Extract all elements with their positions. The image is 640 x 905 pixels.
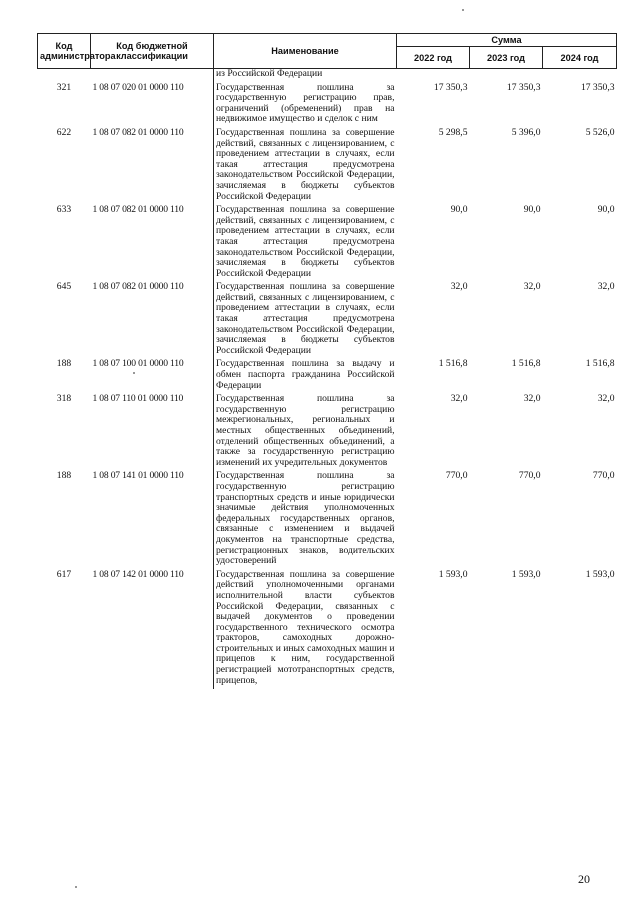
page-number: 20 [578, 872, 590, 886]
value-2024-cell: 1 593,0 [585, 568, 615, 580]
admin-code-cell: 318 [56, 393, 72, 405]
value-2022-cell: 1 516,8 [438, 358, 468, 370]
budget-code-cell: 1 08 07 082 01 0000 110 [92, 281, 184, 293]
name-cell: Государственная пошлина за совершение действий, связанных с лицензированием, с проведением аттестации в случаях, если такая аттестация предусмотрена законодательством Российской Федерации, зачисляемая в бюджеты субъектов Российской Федерации [214, 128, 397, 205]
value-2023-cell: 770,0 [518, 470, 541, 482]
value-2022-cell: 17 350,3 [433, 81, 468, 93]
admin-code-cell [38, 69, 91, 83]
value-2022-cell: 1 593,0 [438, 568, 468, 580]
value-2022-cell: 5 298,5 [438, 126, 468, 138]
name-cell: Государственная пошлина за государственную регистрацию межрегиональных, региональных и местных общественных объединений, отделений общественных объединений, а также за государственную регистрацию изменений их учредительных документов [214, 394, 397, 471]
value-2023-cell [470, 69, 543, 83]
admin-code-cell: 188 [56, 358, 72, 370]
table-row [38, 570, 617, 690]
scan-speck [462, 9, 464, 11]
table-row [38, 282, 617, 359]
header-year-2024: 2024 год [543, 47, 617, 69]
admin-code-cell: 617 [56, 568, 72, 580]
budget-code-cell: 1 08 07 142 01 0000 110 [92, 568, 184, 580]
header-name: Наименование [214, 34, 397, 69]
header-admin-code: Код администратора [38, 34, 91, 69]
header-budget-code: Код бюджетной классификации [91, 34, 214, 69]
value-2023-cell: 90,0 [523, 204, 541, 216]
budget-code-cell: 1 08 07 141 01 0000 110 [92, 470, 184, 482]
value-2024-cell: 32,0 [597, 281, 615, 293]
admin-code-cell: 622 [56, 126, 72, 138]
budget-table [37, 33, 617, 689]
value-2024-cell: 1 516,8 [585, 358, 615, 370]
admin-code-cell: 321 [56, 81, 72, 93]
header-sum: Сумма [397, 34, 617, 47]
value-2023-cell: 1 516,8 [511, 358, 541, 370]
value-2024-cell: 90,0 [597, 204, 615, 216]
scan-speck [75, 886, 77, 888]
value-2022-cell: 32,0 [450, 281, 468, 293]
name-cell: Государственная пошлина за государственную регистрацию прав, ограничений (обременений) прав на недвижимое имущество и сделок с ним [214, 83, 397, 128]
admin-code-cell: 633 [56, 204, 72, 216]
value-2023-cell: 1 593,0 [511, 568, 541, 580]
value-2023-cell: 17 350,3 [506, 81, 541, 93]
value-2024-cell: 770,0 [592, 470, 615, 482]
value-2024-cell: 5 526,0 [585, 126, 615, 138]
admin-code-cell: 188 [56, 470, 72, 482]
table-row [38, 69, 617, 83]
value-2023-cell: 5 396,0 [511, 126, 541, 138]
name-cell: Государственная пошлина за совершение действий уполномоченными органами исполнительной власти субъектов Российской Федерации, связанных с выдачей документов о проведении государственного технического осмотра тракторов, самоходных дорожно-строительных и иных самоходных машин и прицепов к ним, государственной регистрацией мототранспортных средств, прицепов, [214, 570, 397, 690]
value-2022-cell [397, 69, 470, 83]
table-row [38, 394, 617, 471]
header-year-2023: 2023 год [470, 47, 543, 69]
value-2023-cell: 32,0 [523, 281, 541, 293]
value-2023-cell: 32,0 [523, 393, 541, 405]
scan-speck [133, 372, 135, 374]
value-2022-cell: 770,0 [445, 470, 468, 482]
value-2024-cell: 32,0 [597, 393, 615, 405]
name-cell: из Российской Федерации [214, 69, 397, 83]
budget-code-cell: 1 08 07 100 01 0000 110 [92, 358, 184, 370]
value-2022-cell: 32,0 [450, 393, 468, 405]
value-2024-cell: 17 350,3 [580, 81, 615, 93]
table-row [38, 359, 617, 394]
budget-code-cell: 1 08 07 082 01 0000 110 [92, 126, 184, 138]
name-cell: Государственная пошлина за государственную регистрацию транспортных средств и иные юридически значимые действия уполномоченных федеральных государственных органов, связанные с изменением и выдачей документов на транспортные средства, регистрационных знаков, водительских удостоверений [214, 471, 397, 569]
budget-code-cell [91, 69, 214, 83]
table-row [38, 128, 617, 205]
name-cell: Государственная пошлина за выдачу и обмен паспорта гражданина Российской Федерации [214, 359, 397, 394]
value-2022-cell: 90,0 [450, 204, 468, 216]
budget-code-cell: 1 08 07 020 01 0000 110 [92, 81, 184, 93]
value-2024-cell [543, 69, 617, 83]
table-row [38, 205, 617, 282]
admin-code-cell: 645 [56, 281, 72, 293]
budget-code-cell: 1 08 07 110 01 0000 110 [92, 393, 184, 405]
name-cell: Государственная пошлина за совершение действий, связанных с лицензированием, с проведением аттестации в случаях, если такая аттестация предусмотрена законодательством Российской Федерации, зачисляемая в бюджеты субъектов Российской Федерации [214, 205, 397, 282]
table-row [38, 471, 617, 569]
name-cell: Государственная пошлина за совершение действий, связанных с лицензированием, с проведением аттестации в случаях, если такая аттестация предусмотрена законодательством Российской Федерации, зачисляемая в бюджеты субъектов Российской Федерации [214, 282, 397, 359]
header-year-2022: 2022 год [397, 47, 470, 69]
table-row [38, 83, 617, 128]
budget-code-cell: 1 08 07 082 01 0000 110 [92, 204, 184, 216]
